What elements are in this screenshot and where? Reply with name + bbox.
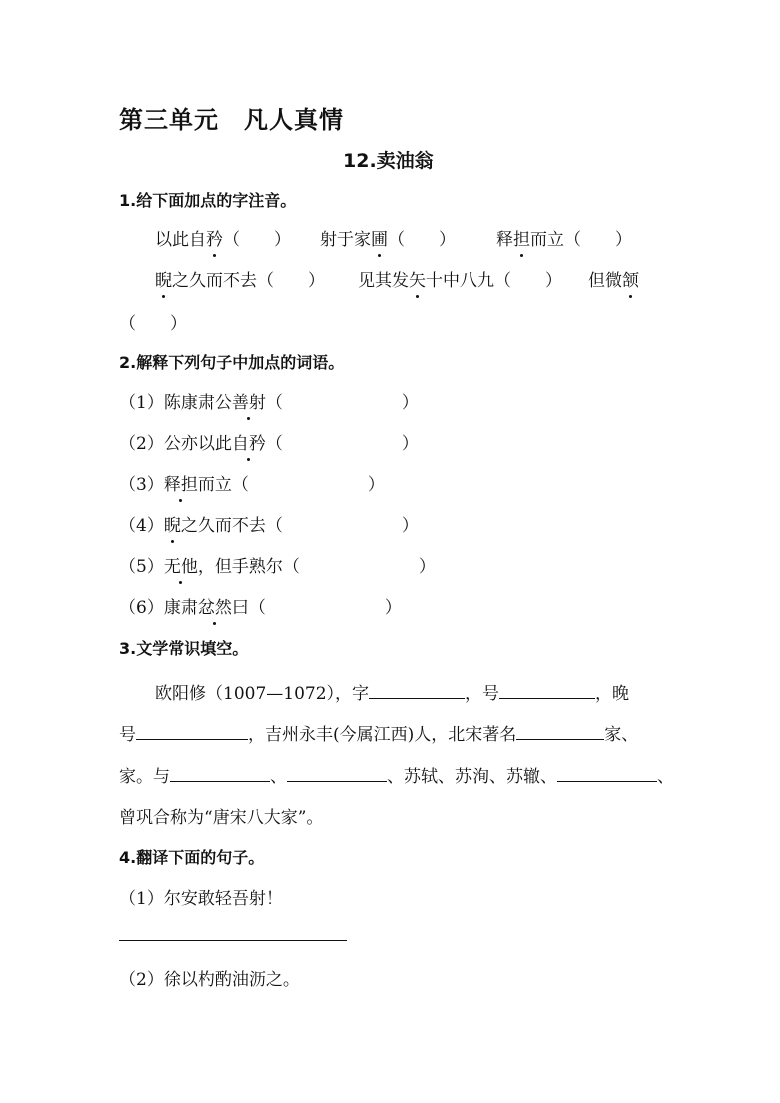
q3-line-3: 家。与 、 、苏轼、苏洵、苏辙、 、 bbox=[119, 762, 674, 787]
q1-item: 以此自矜（ ） bbox=[155, 230, 291, 250]
q1-answer-paren: （ ） bbox=[119, 314, 187, 334]
q2-item: （6）康肃忿然曰（ ） bbox=[119, 598, 402, 618]
dotted-word: 睨 bbox=[163, 516, 181, 536]
fill-blank-writer-2[interactable] bbox=[287, 763, 387, 782]
dotted-char: 矢 bbox=[409, 271, 426, 291]
answer-line[interactable] bbox=[119, 940, 347, 941]
fill-blank-pseudonym[interactable] bbox=[499, 680, 595, 699]
q2-item: （2）公亦以此自矜（ ） bbox=[119, 434, 419, 454]
unit-title: 第三单元 凡人真情 bbox=[119, 106, 344, 134]
q1-item: 见其发矢十中八九（ ） bbox=[358, 271, 562, 291]
fill-blank-writer-1[interactable] bbox=[170, 763, 270, 782]
dotted-char: 担 bbox=[513, 230, 530, 250]
q3-line-2: 号 ，吉州永丰(今属江西)人，北宋著名 家、 bbox=[119, 720, 638, 745]
q1-item: 但微颔 bbox=[588, 271, 639, 291]
q1-item: 释担而立（ ） bbox=[496, 230, 632, 250]
q2-item: （5）无他，但手熟尔（ ） bbox=[119, 557, 436, 577]
q1-item: 射于家圃（ ） bbox=[320, 230, 456, 250]
dotted-word: 自矜 bbox=[231, 434, 266, 454]
q1-item: 睨之久而不去（ ） bbox=[155, 271, 325, 291]
q2-item: （3）释担而立（ ） bbox=[119, 475, 385, 495]
dotted-word: 无他 bbox=[163, 557, 198, 577]
q2-item: （4）睨之久而不去（ ） bbox=[119, 516, 419, 536]
dotted-word: 善射 bbox=[231, 393, 266, 413]
fill-blank-late-pseudonym[interactable] bbox=[136, 721, 248, 740]
q4-item-1: （1）尔安敢轻吾射！ bbox=[119, 889, 283, 909]
q4-item-2: （2）徐以杓酌油沥之。 bbox=[119, 970, 300, 990]
q3-heading: 3.文学常识填空。 bbox=[119, 639, 249, 658]
q1-heading: 1.给下面加点的字注音。 bbox=[119, 191, 297, 210]
lesson-title: 12.卖油翁 bbox=[343, 150, 434, 172]
dotted-word: 忿然 bbox=[197, 598, 232, 618]
fill-blank-courtesy-name[interactable] bbox=[369, 680, 465, 699]
dotted-char: 颔 bbox=[622, 271, 639, 291]
q2-heading: 2.解释下列句子中加点的词语。 bbox=[119, 353, 345, 372]
q4-heading: 4.翻译下面的句子。 bbox=[119, 848, 265, 867]
dotted-char: 睨 bbox=[155, 271, 172, 291]
q3-line-4: 曾巩合称为“唐宋八大家”。 bbox=[119, 808, 324, 828]
dotted-char: 圃 bbox=[371, 230, 388, 250]
fill-blank-writer-3[interactable] bbox=[557, 763, 657, 782]
q2-item: （1）陈康肃公善射（ ） bbox=[119, 393, 419, 413]
fill-blank-profession[interactable] bbox=[516, 721, 604, 740]
dotted-word: 释担 bbox=[163, 475, 198, 495]
dotted-char: 矜 bbox=[206, 230, 223, 250]
q3-line-1: 欧阳修（1007—1072），字 ，号 ，晚 bbox=[155, 679, 629, 704]
